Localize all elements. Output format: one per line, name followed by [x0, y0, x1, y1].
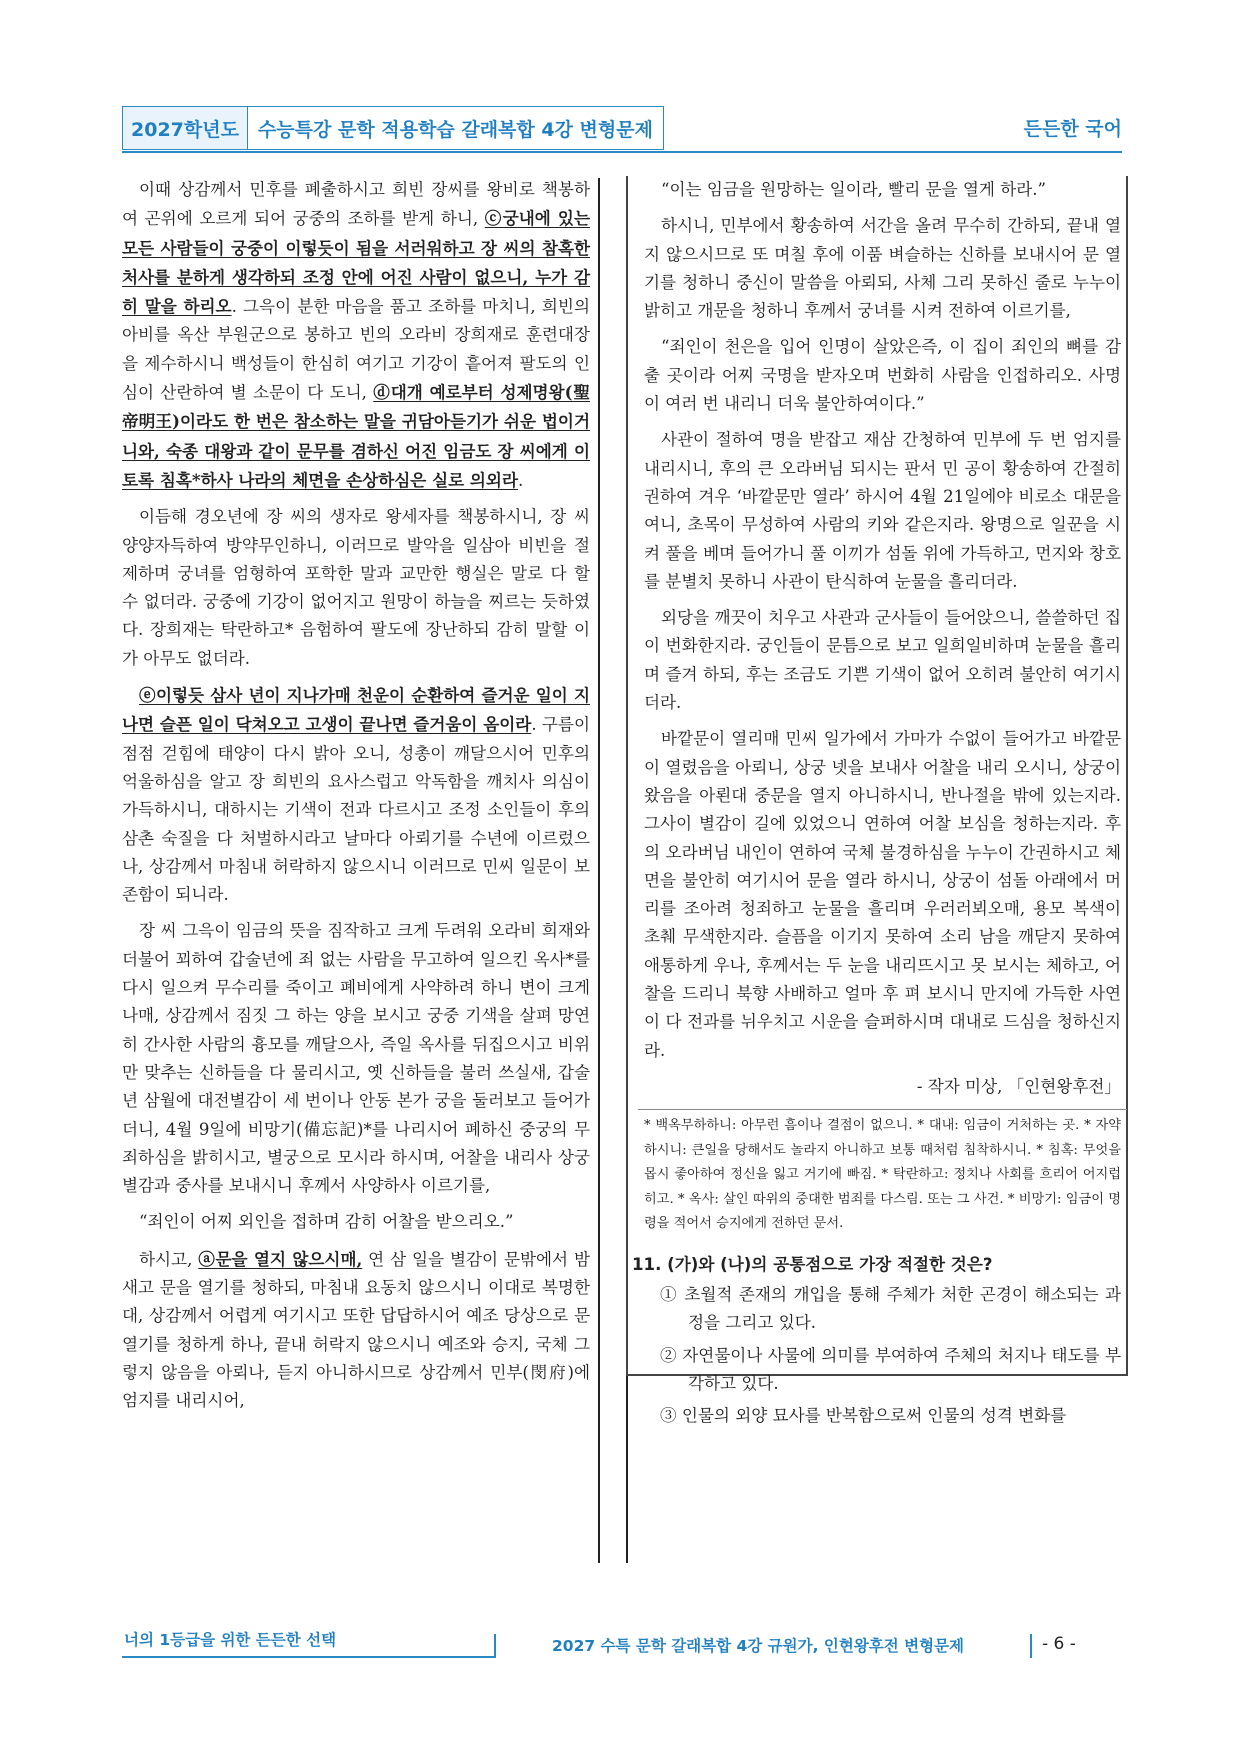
underlined-passage-d: ⓓ대개 예로부터 성제명왕(聖帝明王)이라도 한 번은 참소하는 말을 귀담아듣기가 쉬운 법이거니와, 숙종 대왕과 같이 문무를 겸하신 어진 임금도 장 씨에게 이토록 침혹*하사 나라의 체면을 손상하심은 실로 의외라 [122, 382, 591, 490]
page-header [122, 106, 1122, 150]
passage-quote: “죄인이 어찌 외인을 접하며 감히 어찰을 받으리오.” [139, 1212, 514, 1232]
footer-rule [122, 1656, 494, 1658]
passage-paragraph: 이듬해 경오년에 장 씨의 생자로 왕세자를 책봉하시니, 장 씨 양양자득하여 방약무인하니, 이러므로 발악을 일삼아 비빈을 절제하며 궁녀를 엄형하여 포학한 말과 교만한 행실은 말로 다 할 수 없더라. 궁중에 기강이 없어지고 원망이 하늘을 찌르는 듯하였다. 장희재는 탁란하고* 음험하여 팔도에 장난하되 감히 말할 이가 아무도 없더라. [122, 507, 590, 668]
header-title: 수능특강 문학 적용학습 갈래복합 4강 변형문제 [248, 107, 663, 149]
underlined-passage-c: ⓒ궁내에 있는 모든 사람들이 궁중이 이렇듯이 됨을 서러워하고 장 씨의 참혹한 처사를 분하게 생각하되 조정 안에 어진 사람이 없으니, 누가 감히 말을 하리오 [122, 208, 590, 317]
right-column-passage [632, 176, 1121, 1434]
header-brand: 든든한 국어 [1023, 118, 1122, 140]
footer-separator [494, 1634, 496, 1658]
footer-slogan: 너의 1등급을 위한 든든한 선택 [124, 1631, 337, 1649]
source-credit: - 작자 미상, 「인현왕후전」 [916, 1076, 1121, 1096]
question-column-rule [626, 1376, 628, 1563]
passage-paragraph [122, 176, 590, 495]
passage-text: . 구름이 점점 걷힘에 태양이 다시 밝아 오니, 성총이 깨달으시어 민후의 억울하심을 알고 장 희빈의 요사스럽고 악독함을 깨치사 의심이 가득하시니, 대하시는 기색이 전과 다르시고 조정 소인들이 후의 삼촌 숙질을 다 처벌하시라고 날마다 아뢰기를 수년에 이르렀으나, 상감께서 마침내 허락하지 않으시니 이러므로 민씨 일문이 보존함이 되니라. [122, 715, 590, 905]
passage-text: 하시고, [139, 1249, 193, 1269]
header-title-box [122, 106, 664, 150]
vocabulary-notes: * 백옥무하하니: 아무런 흠이나 결점이 없으니. * 대내: 임금이 거처하는 곳. * 자약하시니: 큰일을 당해서도 놀라지 아니하고 보통 때처럼 침착하시니. * 침혹: 무엇을 몹시 좋아하여 정신을 잃고 거기에 빠짐. * 탁란하고: 정치나 사회를 흐리어 어지럽히고. * 옥사: 살인 따위의 중대한 범죄를 다스림. 또는 그 사건. * 비망기: 임금이 명령을 적어서 승지에게 전하던 문서. [638, 1109, 1127, 1237]
passage-paragraph [122, 681, 590, 909]
passage-quote: “죄인이 천은을 입어 인명이 살았은즉, 이 집이 죄인의 뼈를 감출 곳이라 어찌 국명을 받자오며 번화히 사람을 인접하리오. 사명이 여러 번 내리니 더욱 불안하여이다.” [644, 337, 1121, 414]
underlined-passage-a: ⓐ문을 열지 않으시매, [198, 1248, 363, 1269]
header-year: 2027학년도 [123, 107, 248, 149]
footer-separator [1030, 1634, 1032, 1658]
left-column-rule [598, 178, 600, 1563]
question-11 [632, 1251, 1121, 1431]
page-number: - 6 - [1042, 1634, 1076, 1654]
passage-paragraph [122, 1245, 590, 1416]
passage-text: 이때 상감께서 민후를 폐출하시고 희빈 장씨를 왕비로 책봉하여 곤위에 오르게 되어 궁중의 조하를 받게 하니, [122, 180, 590, 229]
passage-paragraph: 장 씨 그윽이 임금의 뜻을 짐작하고 크게 두려워 오라비 희재와 더불어 꾀하여 갑술년에 죄 없는 사람을 무고하여 일으킨 옥사*를 다시 일으켜 무수리를 죽이고 폐비에게 사약하려 하니 변이 크게 나매, 상감께서 짐짓 그 하는 양을 보시고 궁중 기색을 살펴 망연히 간사한 사람의 흉모를 깨달으사, 즉일 옥사를 뒤집으시고 비위만 맞추는 신하들을 다 물리시고, 옛 신하들을 불러 쓰실새, 갑술년 삼월에 대전별감이 세 번이나 안동 본가 궁을 둘러보고 들어가더니, 4월 9일에 비망기(備忘記)*를 나리시어 폐하신 중궁의 무죄하심을 밝히시고, 별궁으로 모시라 하시며, 어찰을 내리사 상궁 별감과 중사를 보내시니 후께서 사양하사 이르기를, [122, 921, 590, 1196]
passage-text: 연 삼 일을 별감이 문밖에서 밤새고 문을 열기를 청하되, 마침내 요동치 않으시니 이대로 복명한대, 상감께서 어렵게 여기시고 또한 답답하시어 예조 당상으로 문 열기를 청하게 하나, 끝내 허락지 않으시니 예조와 승지, 국체 그렇지 않음을 아뢰나, 듣지 아니하시므로 상감께서 민부(閔府)에 엄지를 내리시어, [122, 1249, 590, 1411]
passage-paragraph: 바깥문이 열리매 민씨 일가에서 가마가 수없이 들어가고 바깥문이 열렸음을 아뢰니, 상궁 넷을 보내사 어찰을 내리 오시니, 상궁이 왔음을 아뢴대 중문을 열지 아니하시니, 반나절을 밖에 있는지라. 그사이 별감이 길에 있었으니 연하여 어찰 보심을 청하는지라. 후의 오라버님 내인이 연하여 국체 불경하심을 누누이 간권하시고 체면을 불안히 여기시어 문을 열라 하시니, 상궁이 섬돌 아래에서 머리를 조아려 청죄하고 눈물을 흘리며 우러러뵈오매, 용모 복색이 초췌 무색한지라. 슬픔을 이기지 못하여 소리 남을 깨닫지 못하여 애통하게 우나, 후께서는 두 눈을 내리뜨시고 못 보시는 체하고, 어찰을 드리니 북향 사배하고 얼마 후 펴 보시니 만지에 가득한 사연이 다 전과를 뉘우치고 시운을 슬퍼하시며 대내로 드심을 청하신지라. [644, 729, 1121, 1060]
footer-document-title: 2027 수특 문학 갈래복합 4강 규원가, 인현왕후전 변형문제 [552, 1637, 965, 1655]
passage-text: . 그윽이 분한 마음을 품고 조하를 마치니, 희빈의 아비를 옥산 부원군으로 봉하고 빈의 오라비 장희재로 훈련대장을 제수하시니 백성들이 한심히 여기고 기강이 흩어져 팔도의 인심이 산란하여 별 소문이 다 도니, [122, 297, 590, 403]
header-rule [122, 151, 1122, 153]
choice-3[interactable]: ③ 인물의 외양 묘사를 반복함으로써 인물의 성격 변화를 [660, 1406, 1067, 1426]
passage-box-left-border [626, 176, 628, 1374]
left-column-passage [122, 176, 590, 1423]
page-footer [122, 1620, 1122, 1670]
passage-text: . [518, 470, 524, 490]
question-title: 11. (가)와 (나)의 공통점으로 가장 적절한 것은? [632, 1254, 993, 1274]
passage-paragraph: 하시니, 민부에서 황송하여 서간을 올려 무수히 간하되, 끝내 열지 않으시므로 또 며칠 후에 이품 벼슬하는 신하를 보내시어 문 열기를 청하니 중신이 말씀을 아뢰되, 사체 그리 못하신 줄로 누누이 밝히고 개문을 청하니 후께서 궁녀를 시켜 전하여 이르기를, [644, 216, 1121, 321]
choice-2[interactable]: ② 자연물이나 사물에 의미를 부여하여 주체의 처지나 태도를 부각하고 있다. [660, 1345, 1121, 1393]
passage-paragraph: 외당을 깨끗이 치우고 사관과 군사들이 들어앉으니, 쓸쓸하던 집이 번화한지라. 궁인들이 문틈으로 보고 일희일비하며 눈물을 흘리며 즐겨 하되, 후는 조금도 기쁜 기색이 없어 오히려 불안히 여기시더라. [644, 608, 1121, 713]
passage-paragraph: 사관이 절하여 명을 받잡고 재삼 간청하여 민부에 두 번 엄지를 내리시니, 후의 큰 오라버님 되시는 판서 민 공이 황송하여 간절히 권하여 겨우 ‘바깥문만 열라’ 하시어 4월 21일에야 비로소 대문을 여니, 초목이 무성하여 사람의 키와 같은지라. 왕명으로 일꾼을 시켜 풀을 베며 들어가니 풀 이끼가 섬돌 위에 가득하고, 먼지와 창호를 분별치 못하니 사관이 탄식하여 눈물을 흘리더라. [644, 430, 1121, 591]
choice-1[interactable]: ① 초월적 존재의 개입을 통해 주체가 처한 곤경이 해소되는 과정을 그리고 있다. [660, 1285, 1121, 1333]
underlined-passage-e: ⓔ이렇듯 삼사 년이 지나가매 천운이 순환하여 즐거운 일이 지나면 슬픈 일이 닥쳐오고 고생이 끝나면 즐거움이 옴이라 [122, 685, 590, 735]
passage-quote: “이는 임금을 원망하는 일이라, 빨리 문을 열게 하라.” [661, 180, 1047, 199]
